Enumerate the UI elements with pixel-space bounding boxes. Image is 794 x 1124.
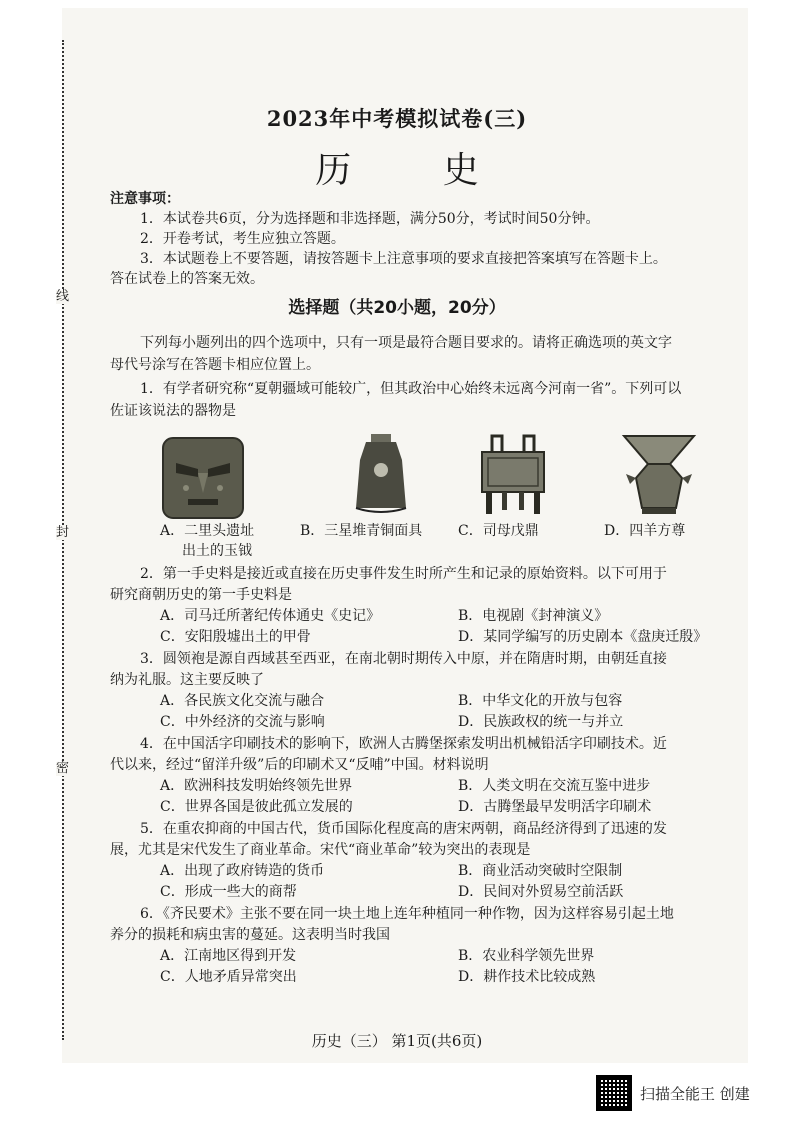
exam-title: 2023年中考模拟试卷(三) bbox=[266, 106, 528, 131]
q3-stem: 纳为礼服。这主要反映了 bbox=[110, 672, 264, 688]
q5-option-d: D．民间对外贸易空前活跃 bbox=[458, 884, 624, 900]
q3-option-b: B．中华文化的开放与包容 bbox=[458, 693, 623, 709]
bronze-zun-icon bbox=[614, 430, 704, 520]
note-item: 答在试卷上的答案无效。 bbox=[110, 271, 264, 287]
q4-option-c: C．世界各国是彼此孤立发展的 bbox=[160, 799, 353, 815]
q6-stem: 6．《齐民要术》主张不要在同一块土地上连年种植同一种作物，因为这样容易引起土地 bbox=[140, 906, 674, 922]
q5-stem: 5．在重农抑商的中国古代，货币国际化程度高的唐宋两朝，商品经济得到了迅速的发 bbox=[140, 821, 667, 837]
q6-option-c: C．人地矛盾异常突出 bbox=[160, 969, 297, 985]
subject-heading: 历 史 bbox=[315, 150, 519, 191]
q2-stem: 2．第一手史料是接近或直接在历史事件发生时所产生和记录的原始资料。以下可用于 bbox=[140, 566, 667, 582]
bronze-mask-icon bbox=[158, 433, 248, 523]
q5-option-c: C．形成一些大的商帮 bbox=[160, 884, 297, 900]
q5-stem: 展，尤其是宋代发生了商业革命。宋代“商业革命”较为突出的表现是 bbox=[110, 842, 531, 858]
binding-mark-mi: 密 bbox=[56, 761, 70, 776]
q2-option-d: D．某同学编写的历史剧本《盘庚迁殷》 bbox=[458, 629, 708, 645]
q1-stem: 1．有学者研究称“夏朝疆域可能较广，但其政治中心始终未远离今河南一省”。下列可以 bbox=[140, 381, 682, 397]
q4-stem: 4．在中国活字印刷技术的影响下，欧洲人古腾堡探索发明出机械铅活字印刷技术。近 bbox=[140, 736, 667, 752]
q1-option-a: A．二里头遗址 bbox=[160, 523, 255, 539]
q1-option-c: C．司母戊鼎 bbox=[458, 523, 539, 539]
q6-option-d: D．耕作技术比较成熟 bbox=[458, 969, 596, 985]
q5-option-b: B．商业活动突破时空限制 bbox=[458, 863, 623, 879]
instructions-line: 下列每小题列出的四个选项中，只有一项是最符合题目要求的。请将正确选项的英文字 bbox=[140, 335, 672, 351]
scanner-label: 扫描全能王 创建 bbox=[640, 1084, 750, 1103]
notes-heading: 注意事项： bbox=[110, 191, 180, 207]
q2-option-a: A．司马迁所著纪传体通史《史记》 bbox=[160, 608, 381, 624]
q2-option-b: B．电视剧《封神演义》 bbox=[458, 608, 609, 624]
binding-mark-feng: 封 bbox=[56, 525, 70, 540]
note-item: 3．本试题卷上不要答题，请按答题卡上注意事项的要求直接把答案填写在答题卡上。 bbox=[140, 251, 667, 267]
q1-option-a-cont: 出土的玉钺 bbox=[182, 543, 252, 559]
bronze-ding-icon bbox=[468, 428, 558, 518]
q2-option-c: C．安阳殷墟出土的甲骨 bbox=[160, 629, 311, 645]
qr-code-icon bbox=[596, 1075, 632, 1111]
scanner-badge bbox=[596, 1075, 750, 1111]
q3-option-a: A．各民族文化交流与融合 bbox=[160, 693, 325, 709]
q2-stem: 研究商朝历史的第一手史料是 bbox=[110, 587, 292, 603]
binding-mark-xian: 线 bbox=[56, 289, 70, 304]
instructions-line: 母代号涂写在答题卡相应位置上。 bbox=[110, 357, 320, 373]
q3-option-d: D．民族政权的统一与并立 bbox=[458, 714, 624, 730]
q1-option-b: B．三星堆青铜面具 bbox=[300, 523, 423, 539]
q1-stem: 佐证该说法的器物是 bbox=[110, 403, 236, 419]
note-item: 1．本试卷共6页，分为选择题和非选择题，满分50分，考试时间50分钟。 bbox=[140, 211, 600, 227]
q5-option-a: A．出现了政府铸造的货币 bbox=[160, 863, 325, 879]
section-title: 选择题（共20小题，20分） bbox=[288, 298, 506, 318]
q4-option-d: D．古腾堡最早发明活字印刷术 bbox=[458, 799, 652, 815]
note-item: 2．开卷考试，考生应独立答题。 bbox=[140, 231, 345, 247]
q6-stem: 养分的损耗和病虫害的蔓延。这表明当时我国 bbox=[110, 927, 390, 943]
q4-option-b: B．人类文明在交流互鉴中进步 bbox=[458, 778, 651, 794]
q4-option-a: A．欧洲科技发明始终领先世界 bbox=[160, 778, 353, 794]
page-footer: 历史（三） 第1页(共6页) bbox=[311, 1032, 483, 1050]
q3-option-c: C．中外经济的交流与影响 bbox=[160, 714, 325, 730]
q6-option-a: A．江南地区得到开发 bbox=[160, 948, 297, 964]
jade-axe-icon bbox=[336, 430, 426, 520]
q1-option-d: D．四羊方尊 bbox=[604, 523, 686, 539]
q4-stem: 代以来，经过“留洋升级”后的印刷术又“反哺”中国。材料说明 bbox=[110, 757, 489, 773]
q3-stem: 3．圆领袍是源自西域甚至西亚，在南北朝时期传入中原，并在隋唐时期，由朝廷直接 bbox=[140, 651, 667, 667]
q6-option-b: B．农业科学领先世界 bbox=[458, 948, 595, 964]
